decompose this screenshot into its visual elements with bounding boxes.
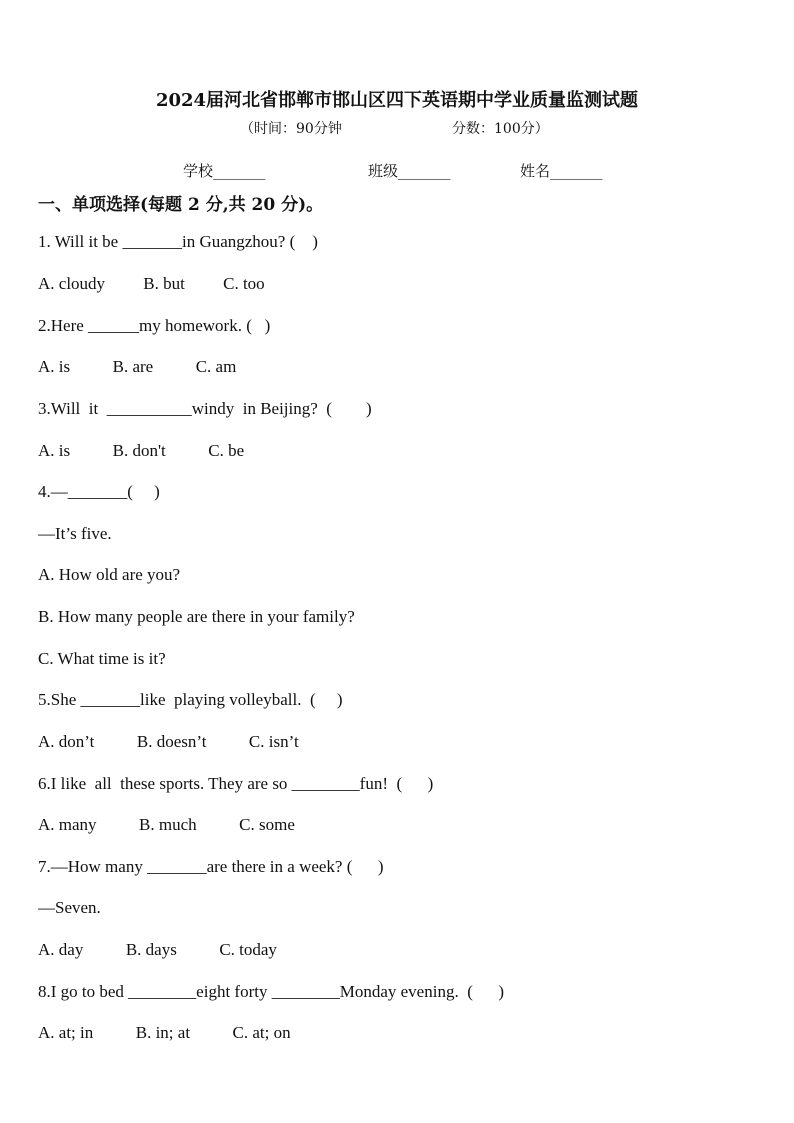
section-header: 一、单项选择(每题 2 分,共 20 分)。 (38, 195, 324, 215)
question-5: 5.She _______like playing volleyball. ( ) (38, 690, 343, 709)
question-6: 6.I like all these sports. They are so ________fun! ( ) (38, 774, 434, 793)
school-field: 学校_______ (183, 162, 266, 180)
question-4-option-a: A. How old are you? (38, 565, 181, 584)
question-1: 1. Will it be _______in Guangzhou? ( ) (38, 232, 318, 251)
question-3-options: A. is B. don't C. be (38, 441, 245, 460)
question-6-options: A. many B. much C. some (38, 815, 295, 834)
question-7: 7.—How many _______are there in a week? ( ) (38, 857, 384, 876)
question-8: 8.I go to bed ________eight forty ________Monday evening. ( ) (38, 982, 505, 1001)
question-4: 4.—_______( ) (38, 482, 160, 501)
question-5-options: A. don’t B. doesn’t C. isn’t (38, 732, 299, 751)
question-2: 2.Here ______my homework. ( ) (38, 316, 271, 335)
question-4-option-b: B. How many people are there in your family? (38, 607, 355, 626)
question-4-option-c: C. What time is it? (38, 649, 166, 668)
question-4-answer: —It’s five. (38, 524, 112, 543)
question-1-options: A. cloudy B. but C. too (38, 274, 265, 293)
question-7-answer: —Seven. (38, 898, 101, 917)
question-7-options: A. day B. days C. today (38, 940, 277, 959)
question-3: 3.Will it __________windy in Beijing? ( ) (38, 399, 372, 418)
exam-time: （时间：90分钟 (240, 121, 342, 137)
exam-score: 分数：100分） (452, 121, 549, 137)
page-title: 2024届河北省邯郸市邯山区四下英语期中学业质量监测试题 (155, 90, 639, 111)
name-field: 姓名_______ (520, 162, 603, 180)
question-8-options: A. at; in B. in; at C. at; on (38, 1023, 291, 1042)
class-field: 班级_______ (368, 162, 451, 180)
question-2-options: A. is B. are C. am (38, 357, 237, 376)
